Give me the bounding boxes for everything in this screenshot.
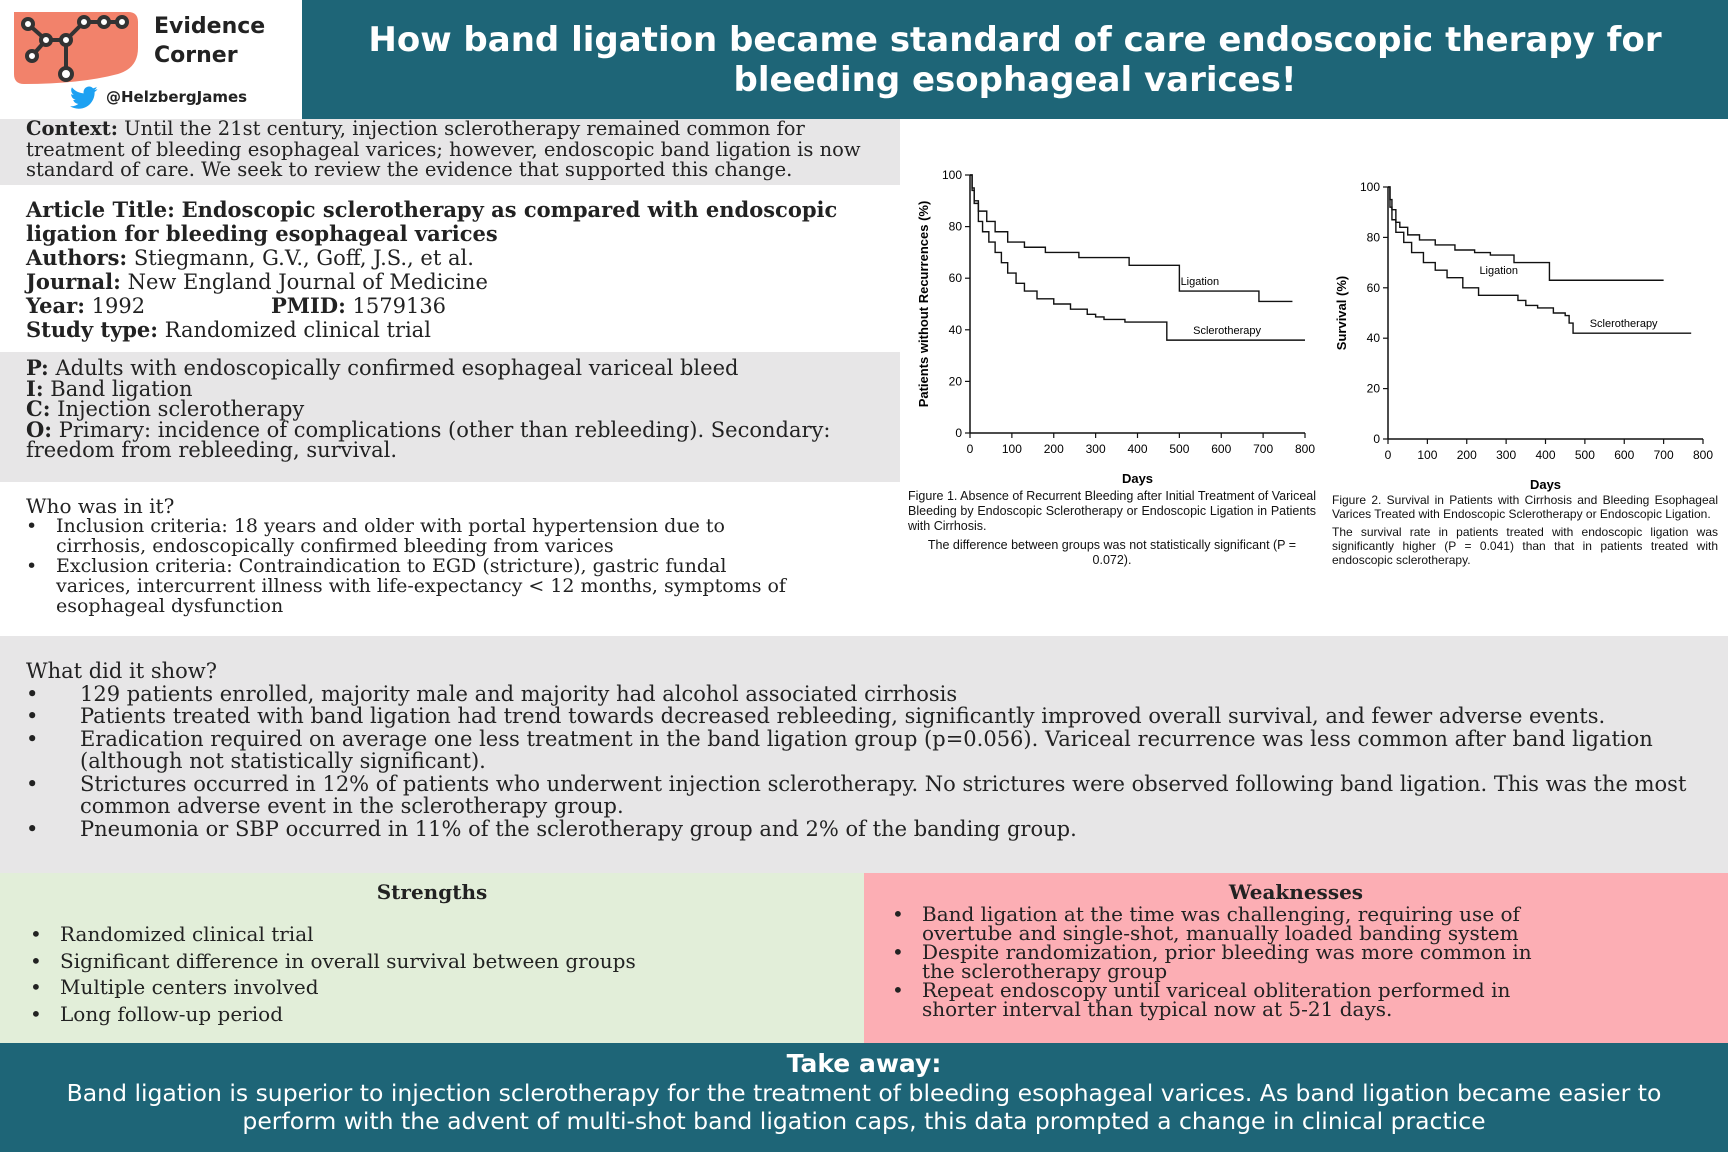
list-item: • Randomized clinical trial [30, 921, 864, 948]
pico-p-value: Adults with endoscopically confirmed esophageal variceal bleed [55, 356, 739, 380]
pico-i-value: Band ligation [50, 376, 193, 401]
list-item: • Repeat endoscopy until variceal obliteration performed in shorter interval than typical now at 5-21 days. [892, 981, 1568, 1019]
list-item: • 129 patients enrolled, majority male and majority had alcohol associated cirrhosis [26, 683, 1702, 706]
y-tick-label: 60 [1366, 280, 1380, 295]
takeaway-text: Band ligation is superior to injection sclerotherapy for the treatment of bleeding esophageal varices. As band ligation became easier to perform with the advent of multi-shot band ligation caps, this data prompted a change in clinical practice [66, 1079, 1662, 1135]
y-tick-label: 100 [941, 168, 962, 182]
figure-2-caption-title: Figure 2. Survival in Patients with Cirrhosis and Bleeding Esophageal Varices Treated with Endoscopic Sclerotherapy or Endoscopic Ligation. [1332, 493, 1718, 521]
x-tick-label: 100 [1001, 442, 1022, 456]
x-tick-label: 800 [1692, 448, 1714, 462]
series-label-ligation: Ligation [1479, 265, 1518, 278]
pico-i-label: I: [26, 375, 44, 401]
x-tick-label: 500 [1574, 448, 1595, 462]
x-tick-label: 700 [1253, 442, 1274, 456]
y-tick-label: 0 [1373, 432, 1380, 446]
series-line-ligation [970, 175, 1292, 301]
study-type-label: Study type: [26, 317, 159, 342]
list-item: • Strictures occurred in 12% of patients who underwent injection sclerotherapy. No strictures were observed following band ligation. This was the most common adverse event in the sclerotherapy group. [26, 773, 1702, 818]
pico-c-value: Injection sclerotherapy [57, 397, 305, 421]
x-tick-label: 200 [1456, 448, 1477, 462]
x-tick-label: 400 [1127, 442, 1148, 456]
y-tick-label: 0 [955, 426, 962, 440]
weaknesses-list [892, 902, 1728, 1021]
twitter-handle[interactable]: @HelzbergJames [106, 88, 248, 106]
figure-1-caption-note: The difference between groups was not statistically significant (P = 0.072). [927, 538, 1297, 567]
study-type-value: Randomized clinical trial [164, 318, 431, 342]
journal-value: New England Journal of Medicine [127, 270, 488, 294]
pico-p-label: P: [26, 355, 49, 380]
pico-o-label: O: [26, 416, 53, 442]
series-line-sclerotherapy [970, 175, 1305, 340]
article-title-label: Article Title: [26, 197, 175, 222]
x-tick-label: 0 [1384, 448, 1392, 462]
pico-c-label: C: [26, 396, 51, 421]
x-tick-label: 100 [1417, 448, 1438, 462]
list-item: • Eradication required on average one less treatment in the band ligation group (p=0.056). Variceal recurrence was less common after band ligation (although not statistically significant). [26, 728, 1702, 773]
takeaway-heading: Take away: [786, 1049, 942, 1078]
pmid-value: 1579136 [352, 294, 447, 318]
y-tick-label: 100 [1359, 180, 1380, 194]
y-tick-label: 20 [1366, 381, 1380, 396]
y-tick-label: 40 [948, 322, 962, 337]
y-tick-label: 80 [948, 219, 962, 234]
context-text: Until the 21st century, injection sclerotherapy remained common for treatment of bleeding esophageal varices; however, endoscopic band ligation is now standard of care. We seek to review the evidence that supported this change. [26, 117, 861, 181]
list-item: • Significant difference in overall survival between groups [30, 948, 864, 975]
series-line-ligation [1388, 187, 1664, 280]
x-tick-label: 0 [966, 442, 974, 456]
who-section [0, 496, 900, 636]
year-value: 1992 [91, 294, 146, 318]
evidence-corner-logo-icon [10, 8, 142, 86]
weaknesses-heading: Weaknesses [1228, 880, 1364, 904]
list-item: • Exclusion criteria: Contraindication to EGD (stricture), gastric fundal varices, intercurrent illness with life-expectancy < 12 months, symptoms of esophageal dysfunction [26, 556, 800, 616]
x-tick-label: 300 [1085, 442, 1106, 456]
page-title-banner [302, 0, 1728, 119]
figure-1-caption [900, 489, 1324, 568]
authors-label: Authors: [26, 245, 128, 270]
x-tick-label: 400 [1535, 448, 1556, 462]
x-axis-label: Days [1121, 471, 1154, 486]
year-label: Year: [26, 293, 85, 318]
list-item: • Multiple centers involved [30, 974, 864, 1001]
twitter-bird-icon [70, 86, 98, 110]
pmid-label: PMID: [271, 293, 346, 318]
figure-2 [1328, 125, 1724, 595]
y-axis-label: Survival (%) [1334, 275, 1349, 351]
who-heading: Who was in it? [26, 494, 175, 518]
results-list [26, 683, 1702, 841]
list-item: • Band ligation at the time was challenging, requiring use of overtube and single-shot, manually loaded banding system [892, 905, 1568, 943]
pico-section [0, 352, 900, 482]
who-list [26, 516, 800, 616]
figure-2-caption [1328, 493, 1724, 567]
weaknesses-section [864, 873, 1728, 1043]
y-tick-label: 60 [948, 271, 962, 286]
strengths-list [30, 921, 864, 1027]
x-tick-label: 200 [1043, 442, 1064, 456]
brand-line-2: Corner [154, 43, 238, 68]
article-section [0, 197, 900, 342]
strengths-section [0, 873, 864, 1043]
page-title: How band ligation became standard of care endoscopic therapy for bleeding esophageal varices! [368, 19, 1662, 100]
x-tick-label: 500 [1169, 442, 1190, 456]
y-axis-label: Patients without Recurrences (%) [916, 200, 931, 408]
figure-1-caption-title: Figure 1. Absence of Recurrent Bleeding after Initial Treatment of Variceal Bleeding by Endoscopic Sclerotherapy or Endoscopic Ligation in Patients with Cirrhosis. [908, 489, 1316, 533]
list-item: • Pneumonia or SBP occurred in 11% of the sclerotherapy group and 2% of the banding group. [26, 818, 1702, 841]
x-tick-label: 700 [1653, 448, 1674, 462]
strengths-heading: Strengths [376, 880, 488, 904]
x-tick-label: 300 [1496, 448, 1517, 462]
series-label-sclerotherapy: Sclerotherapy [1589, 318, 1658, 331]
series-line-sclerotherapy [1388, 187, 1691, 333]
x-tick-label: 800 [1294, 442, 1316, 456]
authors-value: Stiegmann, G.V., Goff, J.S., et al. [133, 246, 474, 270]
x-axis-label: Days [1529, 477, 1562, 492]
takeaway-section [0, 1043, 1728, 1152]
y-tick-label: 20 [948, 374, 962, 389]
article-title: Endoscopic sclerotherapy as compared with endoscopic ligation for bleeding esophageal varices [26, 197, 838, 246]
y-tick-label: 40 [1366, 331, 1380, 346]
logo-area [0, 0, 302, 119]
figure-2-caption-note: The survival rate in patients treated with endoscopic ligation was significantly higher (P = 0.041) than that in patients treated with endoscopic sclerotherapy. [1332, 525, 1718, 567]
brand-line-1: Evidence [154, 14, 266, 39]
list-item: • Long follow-up period [30, 1001, 864, 1028]
journal-label: Journal: [26, 269, 121, 294]
context-label: Context: [26, 117, 118, 140]
context-section [0, 119, 900, 185]
list-item: • Inclusion criteria: 18 years and older with portal hypertension due to cirrhosis, endoscopically confirmed bleeding from varices [26, 516, 800, 556]
x-tick-label: 600 [1614, 448, 1635, 462]
pico-o-value: Primary: incidence of complications (other than rebleeding). Secondary: freedom from rebleeding, survival. [26, 417, 831, 462]
y-tick-label: 80 [1366, 230, 1380, 245]
results-heading: What did it show? [26, 659, 218, 683]
series-label-sclerotherapy: Sclerotherapy [1193, 325, 1261, 338]
figure-2-chart [1328, 125, 1724, 495]
list-item: • Despite randomization, prior bleeding was more common in the sclerotherapy group [892, 943, 1568, 981]
figure-1 [900, 125, 1324, 595]
figure-1-chart [900, 125, 1324, 495]
list-item: • Patients treated with band ligation had trend towards decreased rebleeding, significantly improved overall survival, and fewer adverse events. [26, 705, 1702, 728]
results-section [0, 636, 1728, 873]
series-label-ligation: Ligation [1180, 276, 1220, 289]
x-tick-label: 600 [1211, 442, 1232, 456]
